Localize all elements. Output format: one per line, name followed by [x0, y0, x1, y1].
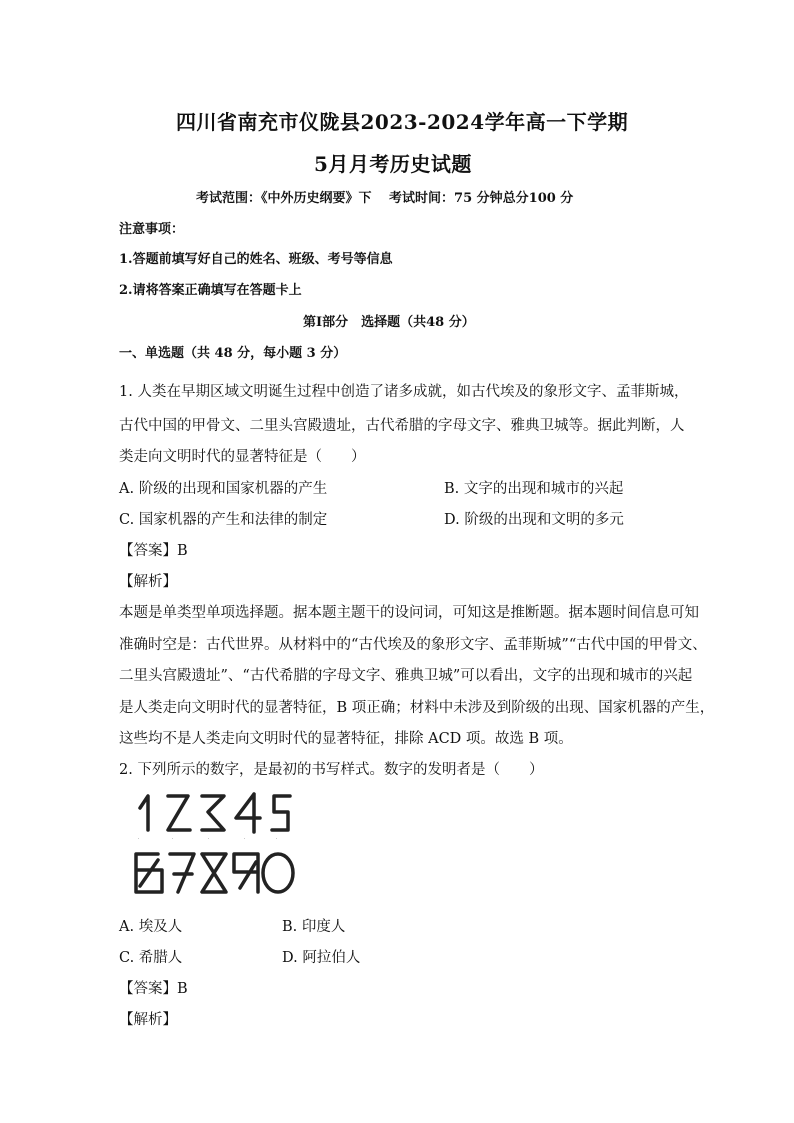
digit-8-shape	[202, 854, 226, 892]
q2-stem: 2. 下列所示的数字，是最初的书写样式。数字的发明者是（ ）	[119, 762, 544, 778]
notes-heading: 注意事项：	[119, 222, 185, 237]
note-1: 1.答题前填写好自己的姓名、班级、考号等信息	[119, 252, 393, 267]
svg-text:·: ·	[244, 836, 246, 841]
q2-answer: 【答案】B	[119, 981, 188, 997]
q2-option-d: D. 阿拉伯人	[282, 950, 361, 966]
q1-analysis-line-4: 是人类走向文明时代的显著特征，B 项正确；材料中未涉及到阶级的出现、国家机器的产生，	[119, 700, 715, 716]
q1-stem-line-2: 古代中国的甲骨文、二里头宫殿遗址，古代希腊的字母文字、雅典卫城等。据此判断，人	[119, 418, 685, 434]
q1-stem-line-1: 1. 人类在早期区域文明诞生过程中创造了诸多成就，如古代埃及的象形文字、孟菲斯城，	[119, 384, 689, 400]
note-2: 2.请将答案正确填写在答题卡上	[119, 283, 302, 298]
q1-analysis-line-2: 准确时空是：古代世界。从材料中的“古代埃及的象形文字、孟菲斯城”“古代中国的甲骨文、	[119, 637, 707, 653]
digit-1-shape	[140, 796, 148, 830]
digit-6-shape	[136, 854, 162, 892]
digit-9-shape	[234, 854, 258, 892]
digit-5-shape	[272, 796, 290, 830]
q2-option-a: A. 埃及人	[119, 919, 183, 935]
q1-analysis-line-1: 本题是单类型单项选择题。据本题主题干的设问词，可知这是推断题。据本题时间信息可知	[119, 605, 699, 621]
q1-option-b: B. 文字的出现和城市的兴起	[444, 481, 624, 497]
digit-2-shape	[168, 796, 190, 830]
digit-4-shape	[236, 794, 260, 832]
q1-option-c: C. 国家机器的产生和法律的制定	[119, 512, 328, 528]
q1-answer: 【答案】B	[119, 543, 188, 559]
q1-option-a: A. 阶级的出现和国家机器的产生	[119, 481, 328, 497]
title-line-1: 四川省南充市仪陇县2023-2024学年高一下学期	[176, 110, 629, 134]
q1-analysis-line-3: 二里头宫殿遗址”、“古代希腊的字母文字、雅典卫城”可以看出，文字的出现和城市的兴起	[119, 668, 693, 684]
title-line-2: 5月月考历史试题	[314, 152, 472, 176]
q2-option-c: C. 希腊人	[119, 950, 183, 966]
digit-3-shape	[202, 796, 224, 830]
section-heading: 一、单选题（共 48 分，每小题 3 分）	[119, 346, 347, 361]
q2-option-b: B. 印度人	[282, 919, 346, 935]
q1-analysis-label: 【解析】	[119, 574, 177, 590]
svg-text:·: ·	[208, 836, 210, 841]
part1-heading: 第Ⅰ部分 选择题（共48 分）	[303, 315, 475, 330]
digit-0-shape	[263, 854, 293, 892]
q1-stem-line-3: 类走向文明时代的显著特征是（ ）	[119, 449, 366, 465]
svg-text:·: ·	[138, 836, 140, 841]
q2-analysis-label: 【解析】	[119, 1012, 177, 1028]
q1-analysis-line-5: 这些均不是人类走向文明时代的显著特征，排除 ACD 项。故选 B 项。	[119, 731, 573, 747]
early-digits-figure	[128, 788, 298, 900]
exam-info: 考试范围：《中外历史纲要》下 考试时间：75 分钟总分100 分	[196, 191, 574, 206]
svg-text:·: ·	[172, 836, 174, 841]
q1-option-d: D. 阶级的出现和文明的多元	[444, 512, 624, 528]
digit-7-shape	[170, 854, 194, 892]
svg-text:·: ·	[276, 836, 278, 841]
